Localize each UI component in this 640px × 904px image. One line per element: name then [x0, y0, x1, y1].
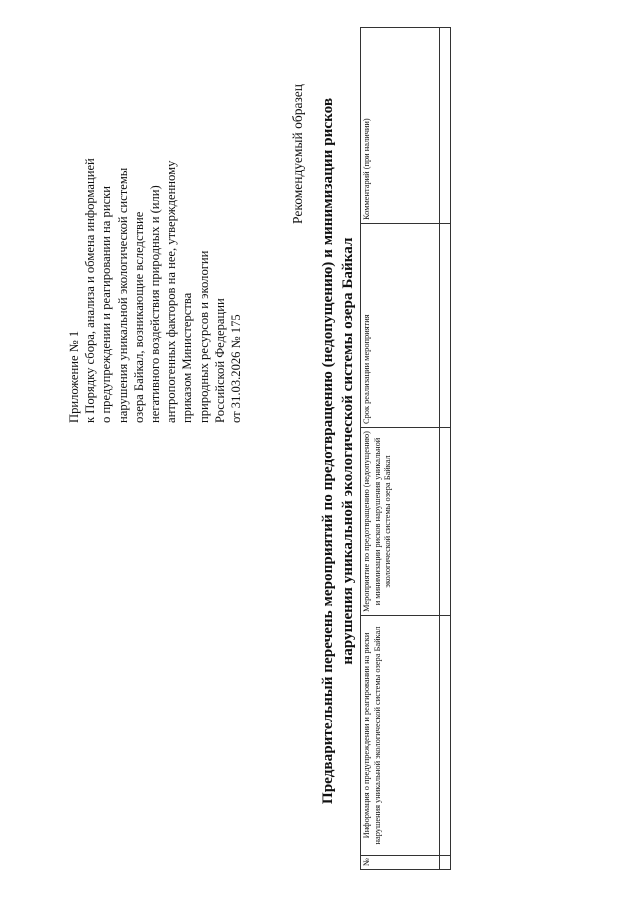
table-header-row: [361, 28, 440, 870]
table-cell: [440, 616, 451, 856]
appendix-line: негативного воздействия природных и (или): [148, 185, 163, 423]
appendix-line: Приложение № 1: [67, 330, 81, 423]
appendix-line: антропогенных факторов на нее, утвержденному: [164, 160, 179, 423]
column-header-comment: Комментарий (при наличии): [361, 28, 440, 224]
appendix-line: Российской Федерации: [212, 298, 227, 423]
table-cell: [440, 428, 451, 616]
heading-line-1: Предварительный перечень мероприятий по предотвращению (недопущению) и минимизации рисков: [319, 97, 336, 805]
appendix-line: о предупреждении и реагировании на риски: [99, 185, 114, 423]
table-row: [440, 28, 451, 870]
document-heading: [318, 38, 358, 864]
appendix-line: природных ресурсов и экологии: [196, 250, 211, 423]
column-header-number: №: [361, 856, 440, 870]
appendix-line: озера Байкал, возникающие вследствие: [131, 211, 146, 423]
column-header-measure: Мероприятие по предотвращению (недопущению) и минимизации рисков нарушения уникальной экологической системы озера Байкал: [361, 428, 440, 616]
table-cell: [440, 224, 451, 428]
column-header-deadline: Срок реализации мероприятия: [361, 224, 440, 428]
table-cell: [440, 28, 451, 224]
table-cell: [440, 856, 451, 870]
appendix-line: нарушения уникальной экологической системы: [115, 167, 130, 423]
appendix-reference-block: [66, 23, 244, 423]
heading-line-2: нарушения уникальной экологической системы озера Байкал: [339, 237, 356, 665]
measures-table: [360, 27, 451, 870]
appendix-line: приказом Министерства: [180, 292, 195, 423]
appendix-line: к Порядку сбора, анализа и обмена информацией: [83, 158, 98, 423]
appendix-line: от 31.03.2026 № 175: [229, 314, 244, 423]
recommended-sample-label: Рекомендуемый образец: [290, 83, 305, 224]
column-header-information: Информация о предупреждении и реагировании на риски нарушения уникальной экологической системы озера Байкал: [361, 616, 440, 856]
